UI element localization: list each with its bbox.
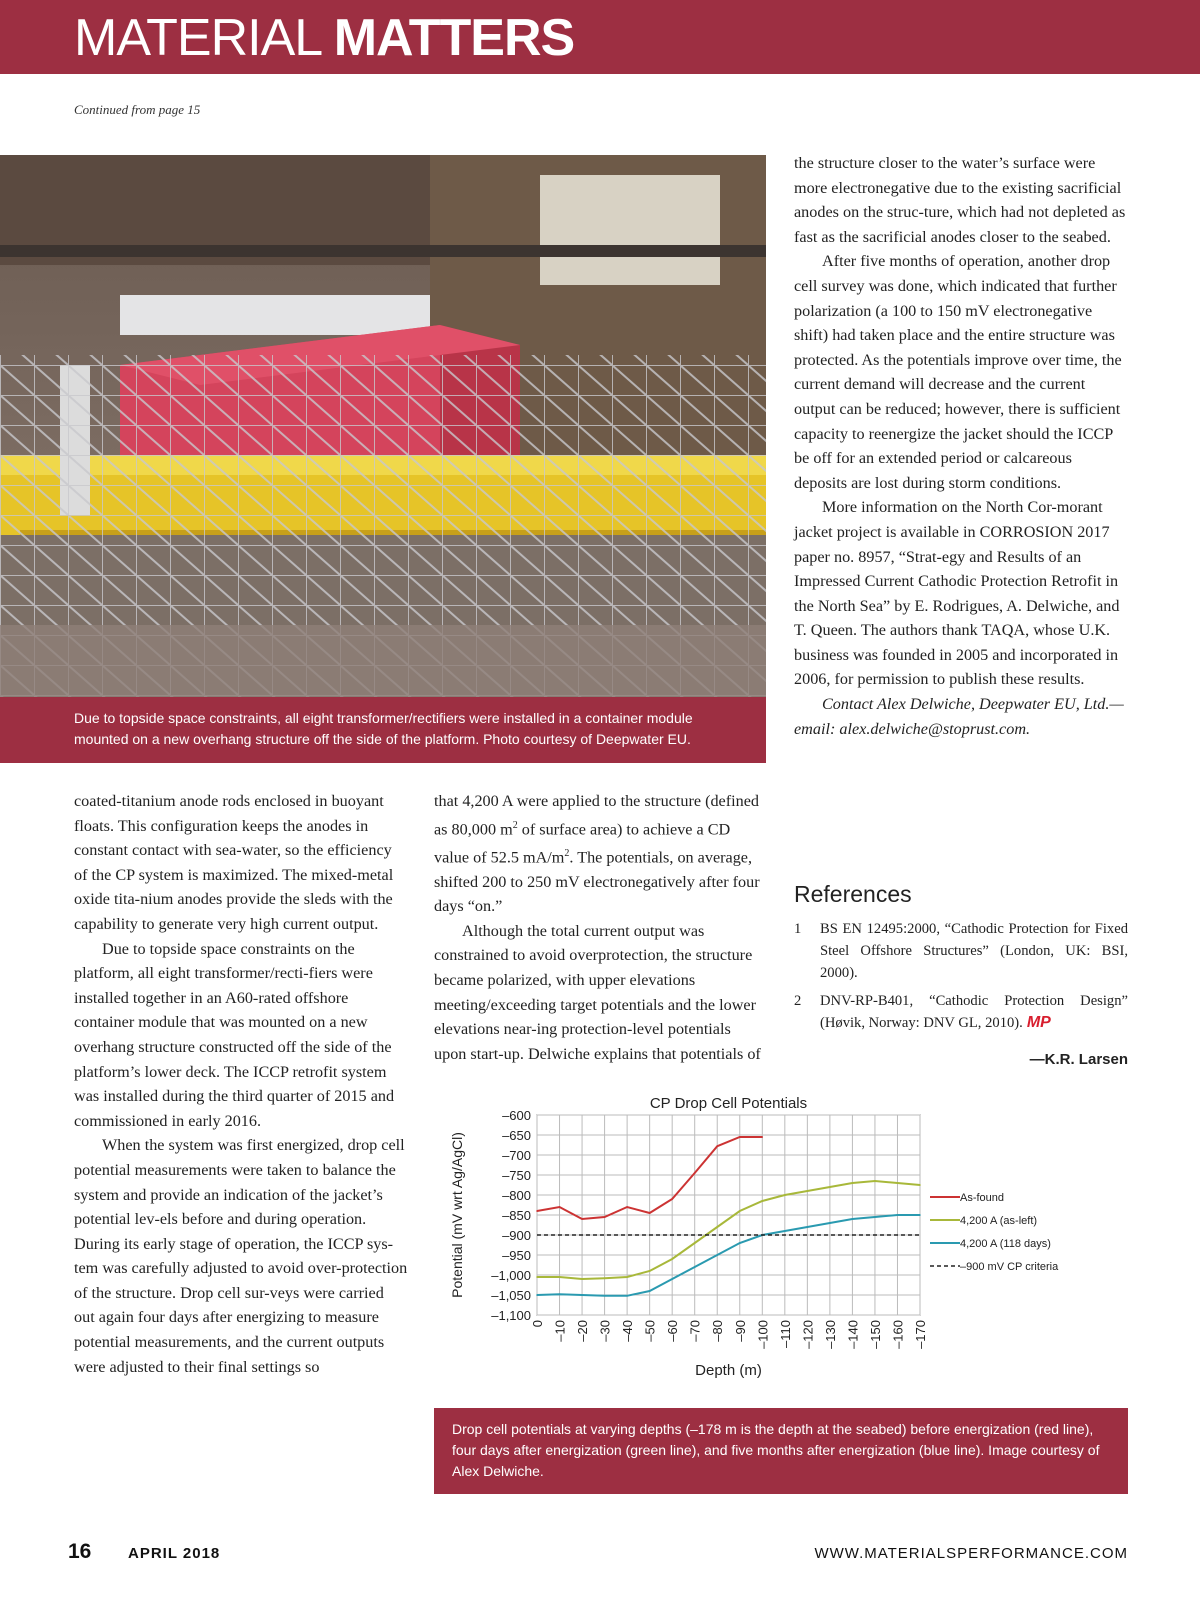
data-point	[536, 1276, 538, 1278]
platform-photo-illustration	[0, 155, 766, 697]
x-tick-label: –170	[913, 1320, 928, 1349]
x-tick-label: –90	[732, 1320, 748, 1342]
data-point	[739, 1242, 741, 1244]
platform-photo	[0, 155, 766, 697]
data-point	[604, 1295, 606, 1297]
data-point	[919, 1184, 921, 1186]
legend-label: –900 mV CP criteria	[960, 1261, 1059, 1273]
data-point	[626, 1295, 628, 1297]
data-point	[874, 1216, 876, 1218]
x-tick-label: –60	[665, 1320, 681, 1342]
x-tick-label: 0	[530, 1320, 545, 1328]
data-point	[761, 1136, 763, 1138]
cp-potentials-chart	[450, 1095, 1140, 1410]
page-header	[0, 0, 1200, 74]
x-tick-label: –10	[552, 1320, 568, 1342]
y-tick-label: –650	[502, 1128, 531, 1143]
chart-caption: Drop cell potentials at varying depths (–178 m is the depth at the seabed) before energization (red line), four days after energization (green line), and five months after energization (blue line). Image courtesy of Alex Delwiche.	[434, 1408, 1128, 1494]
x-tick-label: –100	[755, 1320, 771, 1349]
data-point	[536, 1294, 538, 1296]
data-point	[626, 1276, 628, 1278]
website-link[interactable]: WWW.MATERIALSPERFORMANCE.COM	[814, 1545, 1128, 1562]
mp-logo-icon: MP	[1026, 1014, 1051, 1031]
paragraph: that 4,200 A were applied to the structure (defined as 80,000 $m^2$ of surface area) to achieve a CD value of 52.5 $mA/m^2$. The potentials, on average, shifted 200 to 250 mV electronegatively after four days “on.”	[434, 792, 760, 916]
data-point	[807, 1226, 809, 1228]
data-point	[581, 1218, 583, 1220]
references-heading: References	[794, 881, 912, 907]
column-2	[434, 789, 764, 1066]
data-point	[807, 1190, 809, 1192]
data-point	[852, 1218, 854, 1220]
x-tick-label: –50	[642, 1320, 658, 1342]
legend-label: 4,200 A (as-left)	[960, 1215, 1038, 1227]
y-tick-label: –600	[502, 1108, 531, 1123]
data-point	[559, 1276, 561, 1278]
data-point	[694, 1242, 696, 1244]
x-tick-label: –20	[575, 1320, 591, 1342]
paragraph: coated-titanium anode rods enclosed in buoyant floats. This configuration keeps the anodes in constant contact with sea-water, so the efficiency of the CP system is maximized. The mixed-metal oxide tita-nium anodes provide the sleds with the capability to generate very high current output.	[74, 792, 394, 933]
paragraph: Although the total current output was constrained to avoid overprotection, the structure became polarized, with upper elevations meeting/exceeding target potentials and the lower elevations near-ing protection-level potentials upon start-up. Delwiche explains that potentials of	[434, 921, 761, 1063]
data-point	[716, 1226, 718, 1228]
reference-item: 2 DNV-RP-B401, “Cathodic Protection Design” (Høvik, Norway: DNV GL, 2010). MP	[794, 993, 1128, 1031]
y-tick-label: –750	[502, 1168, 531, 1183]
data-point	[649, 1290, 651, 1292]
y-tick-label: –1,100	[491, 1308, 531, 1323]
y-tick-label: –850	[502, 1208, 531, 1223]
data-point	[559, 1293, 561, 1295]
x-tick-label: –70	[687, 1320, 703, 1342]
y-tick-label: –1,050	[491, 1288, 531, 1303]
author-byline: —K.R. Larsen	[1029, 1051, 1128, 1068]
chart-title: CP Drop Cell Potentials	[649, 1095, 808, 1112]
data-point	[694, 1266, 696, 1268]
x-tick-label: –120	[800, 1320, 816, 1349]
data-point	[897, 1182, 899, 1184]
data-point	[829, 1222, 831, 1224]
data-point	[604, 1216, 606, 1218]
issue-date: APRIL 2018	[128, 1545, 221, 1562]
column-1	[74, 789, 408, 1379]
paragraph: After five months of operation, another drop cell survey was done, which indicated that further polarization (a 100 to 150 mV electronegative shift) had taken place and the entire structure was protected. As the potentials improve over time, the current demand will decrease and the current output can be reduced; however, there is sufficient capacity to reenergize the jacket should the ICCP be off for an extended period or calcareous deposits are lost during storm conditions.	[794, 252, 1122, 492]
data-point	[671, 1198, 673, 1200]
y-tick-label: –950	[502, 1248, 531, 1263]
page-number: 16	[68, 1540, 92, 1563]
reference-item: 1 BS EN 12495:2000, “Cathodic Protection for Fixed Steel Offshore Structures” (London, UK: BSI, 2000).	[794, 921, 1128, 981]
data-point	[897, 1214, 899, 1216]
x-tick-label: –40	[620, 1320, 636, 1342]
x-tick-label: –160	[890, 1320, 906, 1349]
x-tick-label: –150	[867, 1320, 883, 1349]
references-list	[794, 918, 1128, 1040]
legend-label: 4,200 A (118 days)	[960, 1238, 1051, 1250]
data-point	[649, 1212, 651, 1214]
data-point	[649, 1270, 651, 1272]
y-axis-label: Potential (mV wrt Ag/AgCl)	[450, 1132, 465, 1298]
continued-note: Continued from page 15	[74, 102, 201, 117]
x-tick-label: –110	[777, 1320, 793, 1348]
photo-caption: Due to topside space constraints, all eight transformer/rectifiers were installed in a container module mounted on a new overhang structure off the side of the platform. Photo courtesy of Deepwater EU.	[0, 697, 766, 763]
data-point	[581, 1294, 583, 1296]
data-point	[716, 1145, 718, 1147]
data-point	[716, 1254, 718, 1256]
x-tick-label: –80	[710, 1320, 726, 1342]
x-axis-label: Depth (m)	[695, 1362, 762, 1379]
section-title: MATERIAL MATTERS	[74, 9, 575, 67]
data-point	[671, 1258, 673, 1260]
y-tick-label: –800	[502, 1188, 531, 1203]
data-point	[581, 1278, 583, 1280]
data-point	[874, 1180, 876, 1182]
data-point	[626, 1206, 628, 1208]
data-point	[784, 1194, 786, 1196]
data-point	[761, 1200, 763, 1202]
data-point	[559, 1206, 561, 1208]
paragraph: the structure closer to the water’s surface were more electronegative due to the existing sacrificial anodes on the struc-ture, which had not depleted as fast as the sacrificial anodes closer to the seabed.	[794, 154, 1126, 246]
x-tick-label: –130	[822, 1320, 838, 1349]
data-point	[852, 1182, 854, 1184]
data-point	[829, 1186, 831, 1188]
data-point	[739, 1210, 741, 1212]
x-tick-label: –140	[845, 1320, 861, 1349]
paragraph: When the system was first energized, drop cell potential measurements were taken to balance the system and provide an indication of the jacket’s potential lev-els before and during operation. During its early stage of operation, the ICCP sys-tem was carefully adjusted to avoid over-protection of the structure. Drop cell sur-veys were carried out again four days after energizing to measure potential measurements, and the current outputs were adjusted to their final settings so	[74, 1136, 408, 1376]
column-3	[794, 151, 1128, 741]
data-point	[739, 1136, 741, 1138]
chart-svg	[450, 1095, 1140, 1410]
data-point	[604, 1277, 606, 1279]
paragraph: Due to topside space constraints on the platform, all eight transformer/recti-fiers were installed together in an A60-rated offshore container module that was mounted on a new overhang structure constructed off the side of the platform’s lower deck. The ICCP retrofit system was installed during the third quarter of 2015 and commissioned in early 2016.	[74, 939, 395, 1130]
y-tick-label: –700	[502, 1148, 531, 1163]
data-point	[694, 1172, 696, 1174]
y-tick-label: –900	[502, 1228, 531, 1243]
data-point	[919, 1214, 921, 1216]
data-point	[784, 1230, 786, 1232]
paragraph: More information on the North Cor-morant jacket project is available in CORROSION 2017 paper no. 8957, “Strat-egy and Results of an Impressed Current Cathodic Protection Retrofit in the North Sea” by E. Rodrigues, A. Delwiche, and T. Queen. The authors thank TAQA, whose U.K. business was founded in 2005 and incorporated in 2006, for permission to publish these results.	[794, 498, 1120, 689]
data-point	[671, 1278, 673, 1280]
legend-label: As-found	[960, 1192, 1005, 1204]
data-point	[536, 1210, 538, 1212]
x-tick-label: –30	[597, 1320, 613, 1342]
y-tick-label: –1,000	[491, 1268, 531, 1283]
contact-line: Contact Alex Delwiche, Deepwater EU, Ltd.—email: alex.delwiche@stoprust.com.	[794, 695, 1124, 738]
